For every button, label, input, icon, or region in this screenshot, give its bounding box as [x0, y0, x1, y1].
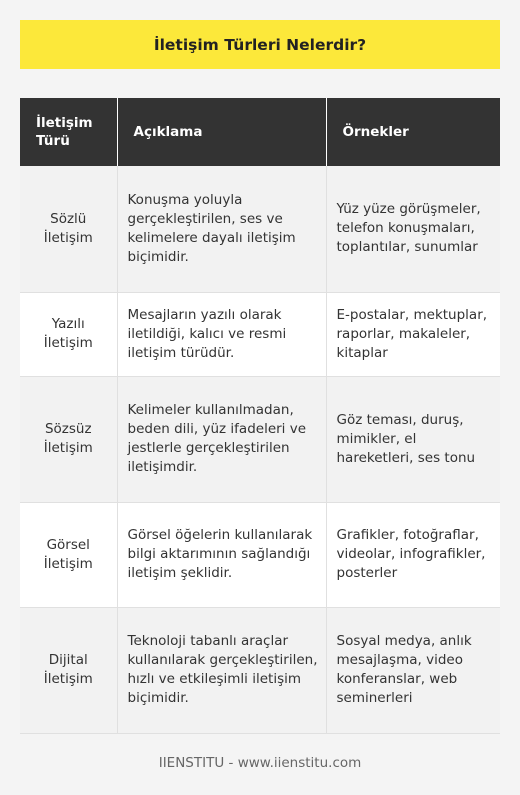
table-row: [20, 607, 500, 733]
row-description: Kelimeler kullanılmadan, beden dili, yüz ifadeleri ve jestlerle gerçekleştirilen iletişimdir.: [117, 376, 326, 502]
table-row: [20, 376, 500, 502]
row-examples: Göz teması, duruş, mimikler, el hareketleri, ses tonu: [326, 376, 500, 502]
header-type: İletişim Türü: [20, 98, 117, 166]
header-description: Açıklama: [117, 98, 326, 166]
row-type: Yazılı İletişim: [20, 292, 117, 376]
table-row: [20, 502, 500, 607]
row-examples: Yüz yüze görüşmeler, telefon konuşmaları, toplantılar, sunumlar: [326, 166, 500, 292]
table-header-row: [20, 98, 500, 166]
communication-types-table: [20, 98, 500, 734]
table-row: [20, 292, 500, 376]
page-title: İletişim Türleri Nelerdir?: [20, 20, 500, 69]
header-examples: Örnekler: [342, 124, 409, 140]
row-examples: Sosyal medya, anlık mesajlaşma, video konferanslar, web seminerleri: [326, 607, 500, 733]
row-description: Teknoloji tabanlı araçlar kullanılarak gerçekleştirilen, hızlı ve etkileşimli iletişim biçimidir.: [117, 607, 326, 733]
row-examples: Grafikler, fotoğraflar, videolar, infografikler, posterler: [326, 502, 500, 607]
row-type: Sözlü İletişim: [20, 166, 117, 292]
footer-credit: IIENSTITU - www.iienstitu.com: [158, 755, 362, 771]
row-description: Konuşma yoluyla gerçekleştirilen, ses ve kelimelere dayalı iletişim biçimidir.: [117, 166, 326, 292]
table-row: [20, 166, 500, 292]
row-type: Sözsüz İletişim: [20, 376, 117, 502]
row-examples: E-postalar, mektuplar, raporlar, makaleler, kitaplar: [326, 292, 500, 376]
row-description: Görsel öğelerin kullanılarak bilgi aktarımının sağlandığı iletişim şeklidir.: [117, 502, 326, 607]
row-type: Görsel İletişim: [20, 502, 117, 607]
row-type: Dijital İletişim: [20, 607, 117, 733]
row-description: Mesajların yazılı olarak iletildiği, kalıcı ve resmi iletişim türüdür.: [117, 292, 326, 376]
